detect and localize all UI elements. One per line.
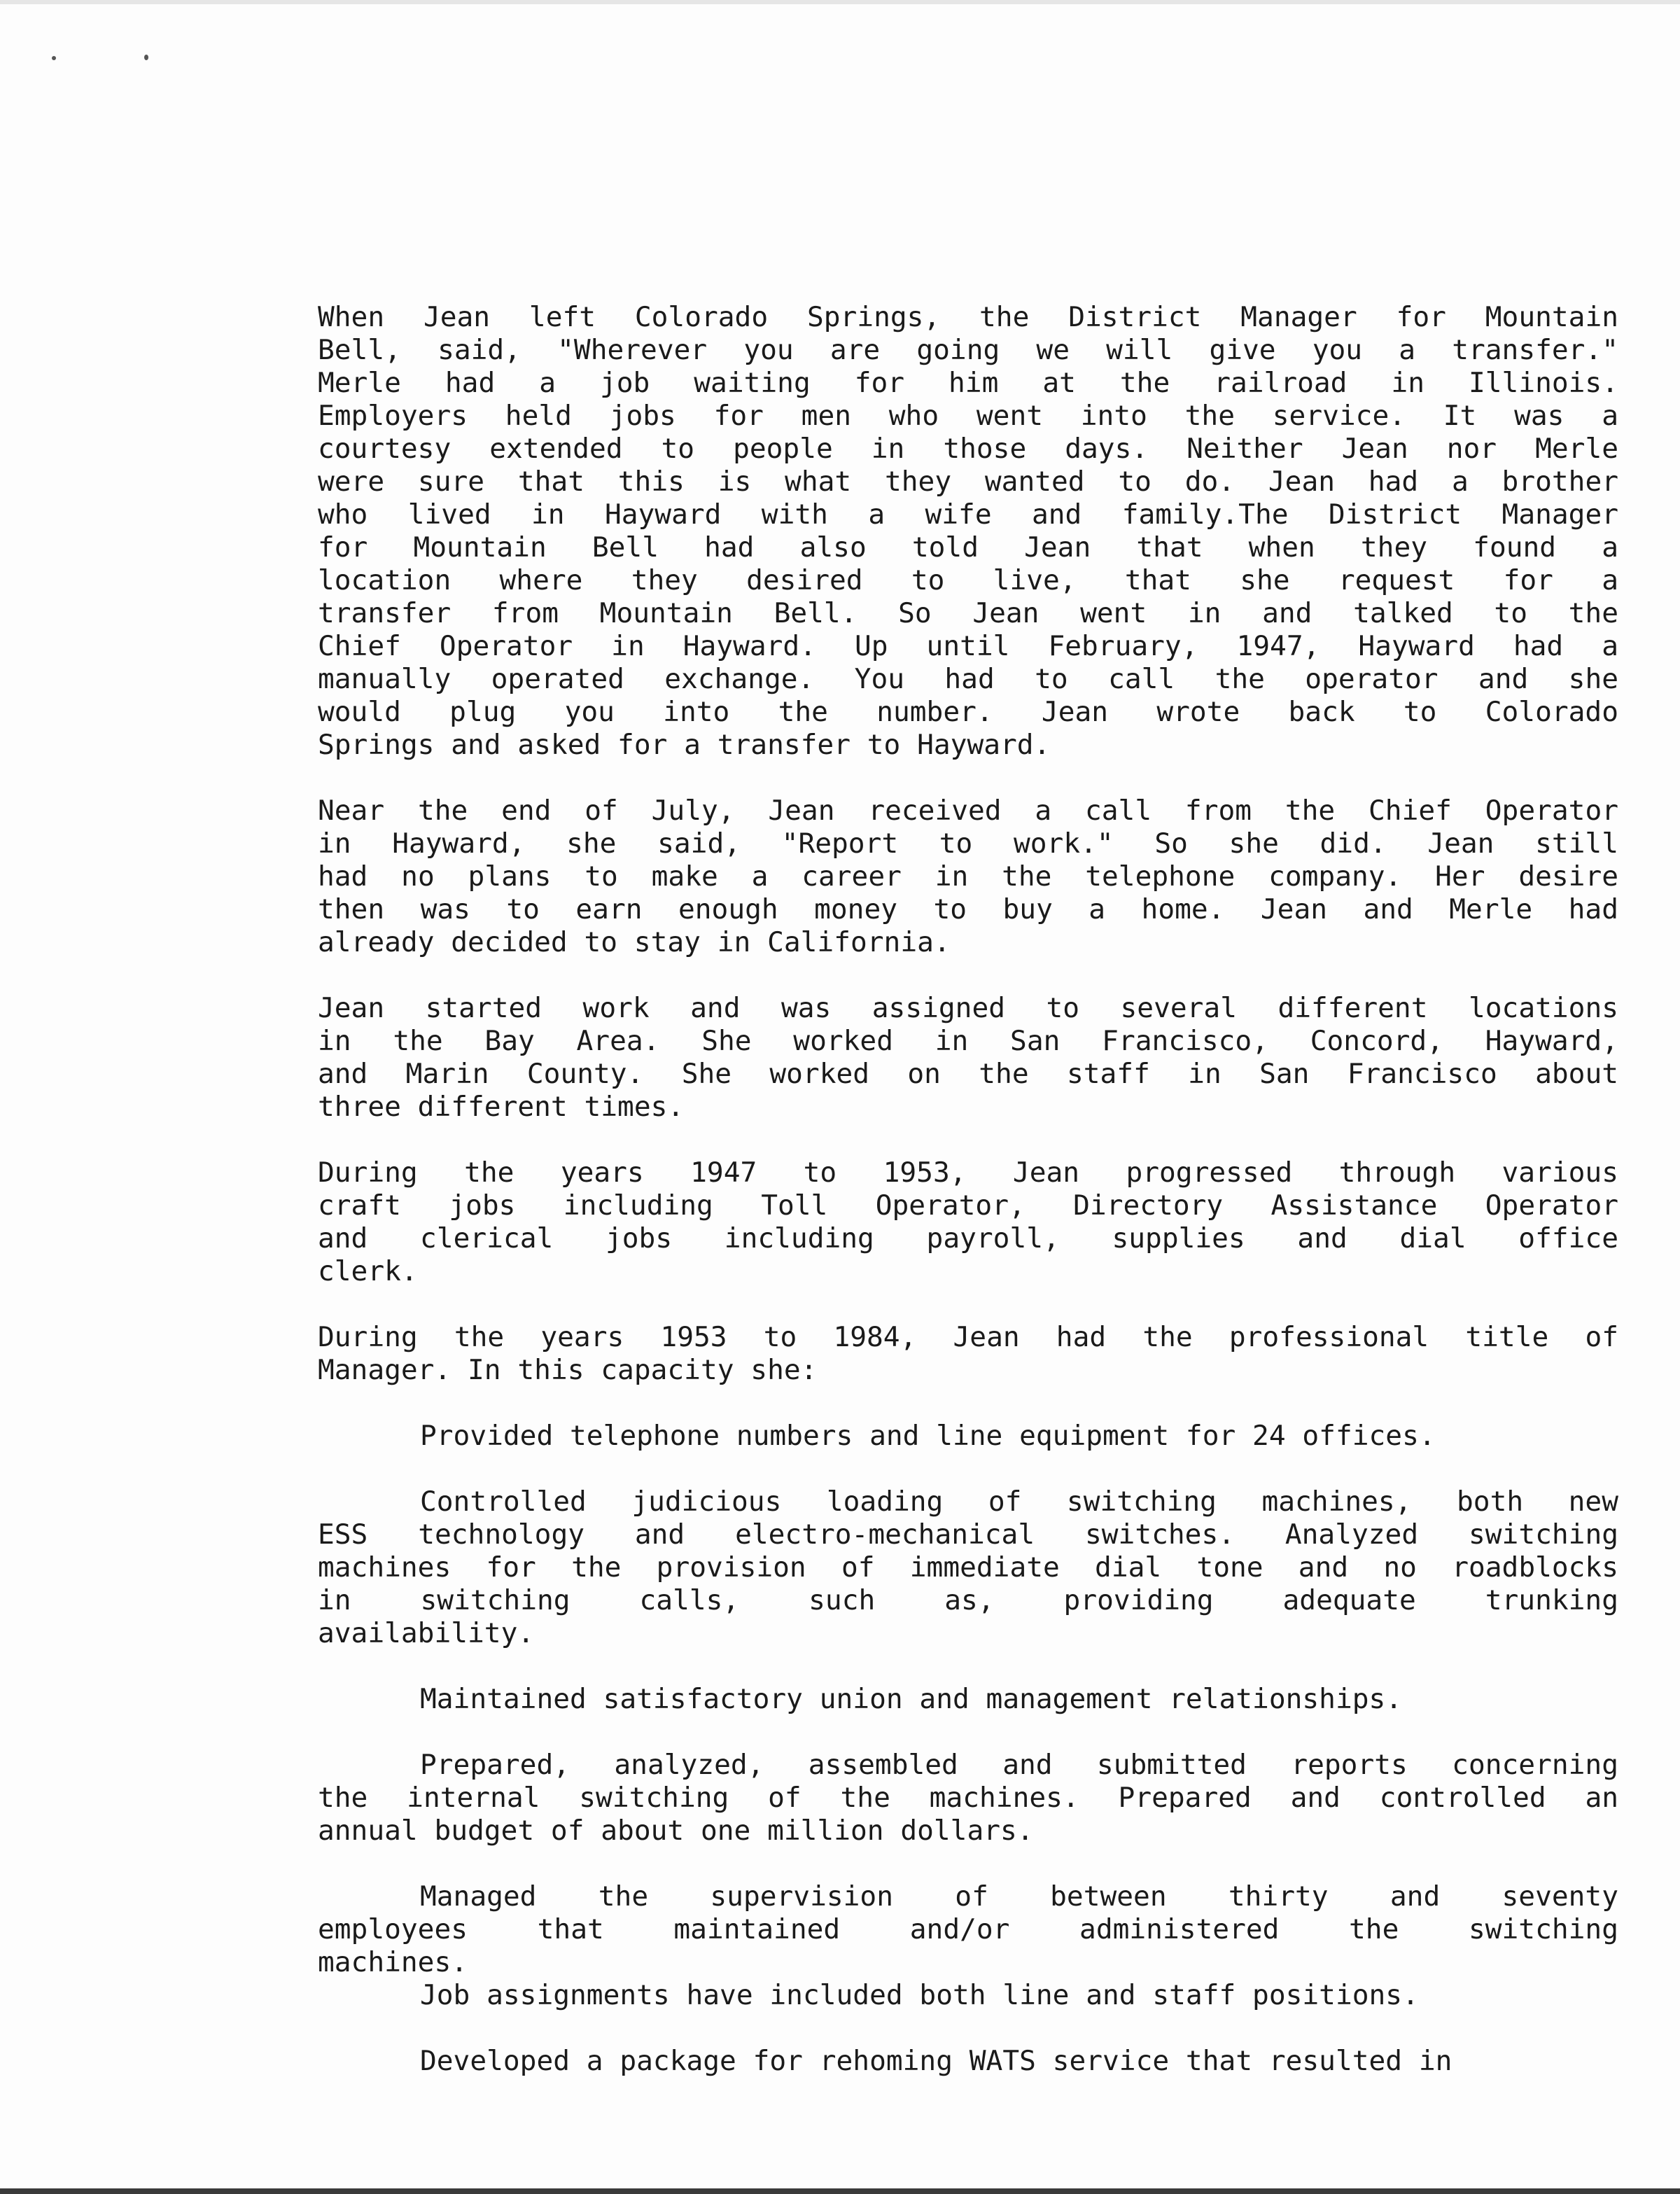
duty-telephone-numbers xyxy=(318,1420,1618,1453)
text-line: courtesy extended to people in those days. Neither Jean nor Merle xyxy=(318,433,1618,465)
text-line: Managed the supervision of between thirty and seventy xyxy=(420,1880,1618,1913)
paragraph-1953-1984 xyxy=(318,1321,1618,1387)
text-line: Manager. In this capacity she: xyxy=(318,1354,818,1386)
text-line: and clerical jobs including payroll, supplies and dial office xyxy=(318,1222,1618,1255)
text-line: clerk. xyxy=(318,1255,418,1287)
paragraph-report-to-work xyxy=(318,795,1618,959)
text-line: ESS technology and electro-mechanical switches. Analyzed switching xyxy=(318,1518,1618,1551)
text-line: Job assignments have included both line and staff positions. xyxy=(420,1979,1419,2011)
text-line: Springs and asked for a transfer to Hayward. xyxy=(318,729,1051,761)
duty-reports-budget xyxy=(318,1749,1618,1847)
text-line: employees that maintained and/or administered the switching xyxy=(318,1913,1618,1945)
text-line: Jean started work and was assigned to several different locations xyxy=(318,992,1618,1024)
text-line: for Mountain Bell had also told Jean that when they found a xyxy=(318,531,1618,564)
text-line: were sure that this is what they wanted to do. Jean had a brother xyxy=(318,466,1618,498)
duty-switching-machines xyxy=(318,1486,1618,1650)
text-line: annual budget of about one million dollars. xyxy=(318,1815,1034,1847)
scan-top-edge xyxy=(0,0,1680,4)
text-line: Bell, said, "Wherever you are going we will give you a transfer." xyxy=(318,334,1618,366)
text-line: Maintained satisfactory union and management relationships. xyxy=(420,1683,1403,1715)
scan-bottom-edge xyxy=(0,2188,1680,2194)
text-line: Provided telephone numbers and line equipment for 24 offices. xyxy=(420,1420,1436,1452)
duty-union-relationships xyxy=(318,1683,1618,1716)
text-line: location where they desired to live, that she request for a xyxy=(318,564,1618,596)
duty-supervision xyxy=(318,1880,1618,1979)
text-line: craft jobs including Toll Operator, Directory Assistance Operator xyxy=(318,1189,1618,1222)
text-line: Merle had a job waiting for him at the railroad in Illinois. xyxy=(318,367,1618,399)
document-body xyxy=(318,301,1618,2111)
text-line: During the years 1953 to 1984, Jean had the professional title of xyxy=(318,1321,1618,1353)
text-line: had no plans to make a career in the telephone company. Her desire xyxy=(318,860,1618,893)
paragraph-transfer xyxy=(318,301,1618,762)
text-line: would plug you into the number. Jean wrote back to Colorado xyxy=(318,696,1618,728)
text-line: Employers held jobs for men who went into the service. It was a xyxy=(318,400,1618,432)
text-line: then was to earn enough money to buy a home. Jean and Merle had xyxy=(318,893,1618,925)
text-line: Controlled judicious loading of switching machines, both new xyxy=(420,1486,1618,1518)
text-line: who lived in Hayward with a wife and family.The District Manager xyxy=(318,498,1618,531)
scan-speck xyxy=(52,56,56,60)
text-line: already decided to stay in California. xyxy=(318,926,951,958)
text-line: When Jean left Colorado Springs, the District Manager for Mountain xyxy=(318,301,1618,333)
text-line: availability. xyxy=(318,1617,535,1649)
text-line: Chief Operator in Hayward. Up until February, 1947, Hayward had a xyxy=(318,630,1618,662)
duty-job-assignments xyxy=(318,1979,1618,2012)
text-line: manually operated exchange. You had to call the operator and she xyxy=(318,663,1618,695)
text-line: machines for the provision of immediate dial tone and no roadblocks xyxy=(318,1551,1618,1584)
text-line: in Hayward, she said, "Report to work." So she did. Jean still xyxy=(318,827,1618,860)
text-line: Developed a package for rehoming WATS service that resulted in xyxy=(420,2045,1452,2077)
text-line: During the years 1947 to 1953, Jean progressed through various xyxy=(318,1157,1618,1189)
text-line: in the Bay Area. She worked in San Francisco, Concord, Hayward, xyxy=(318,1025,1618,1057)
text-line: three different times. xyxy=(318,1091,685,1123)
text-line: and Marin County. She worked on the staff in San Francisco about xyxy=(318,1058,1618,1090)
paragraph-1947-1953 xyxy=(318,1157,1618,1288)
duty-wats-rehoming xyxy=(318,2045,1618,2078)
text-line: the internal switching of the machines. Prepared and controlled an xyxy=(318,1782,1618,1814)
text-line: Prepared, analyzed, assembled and submitted reports concerning xyxy=(420,1749,1618,1781)
paragraph-bay-area xyxy=(318,992,1618,1124)
text-line: machines. xyxy=(318,1946,468,1978)
scan-speck xyxy=(144,55,148,60)
text-line: transfer from Mountain Bell. So Jean went in and talked to the xyxy=(318,597,1618,629)
text-line: Near the end of July, Jean received a call from the Chief Operator xyxy=(318,795,1618,827)
text-line: in switching calls, such as, providing adequate trunking xyxy=(318,1584,1618,1616)
